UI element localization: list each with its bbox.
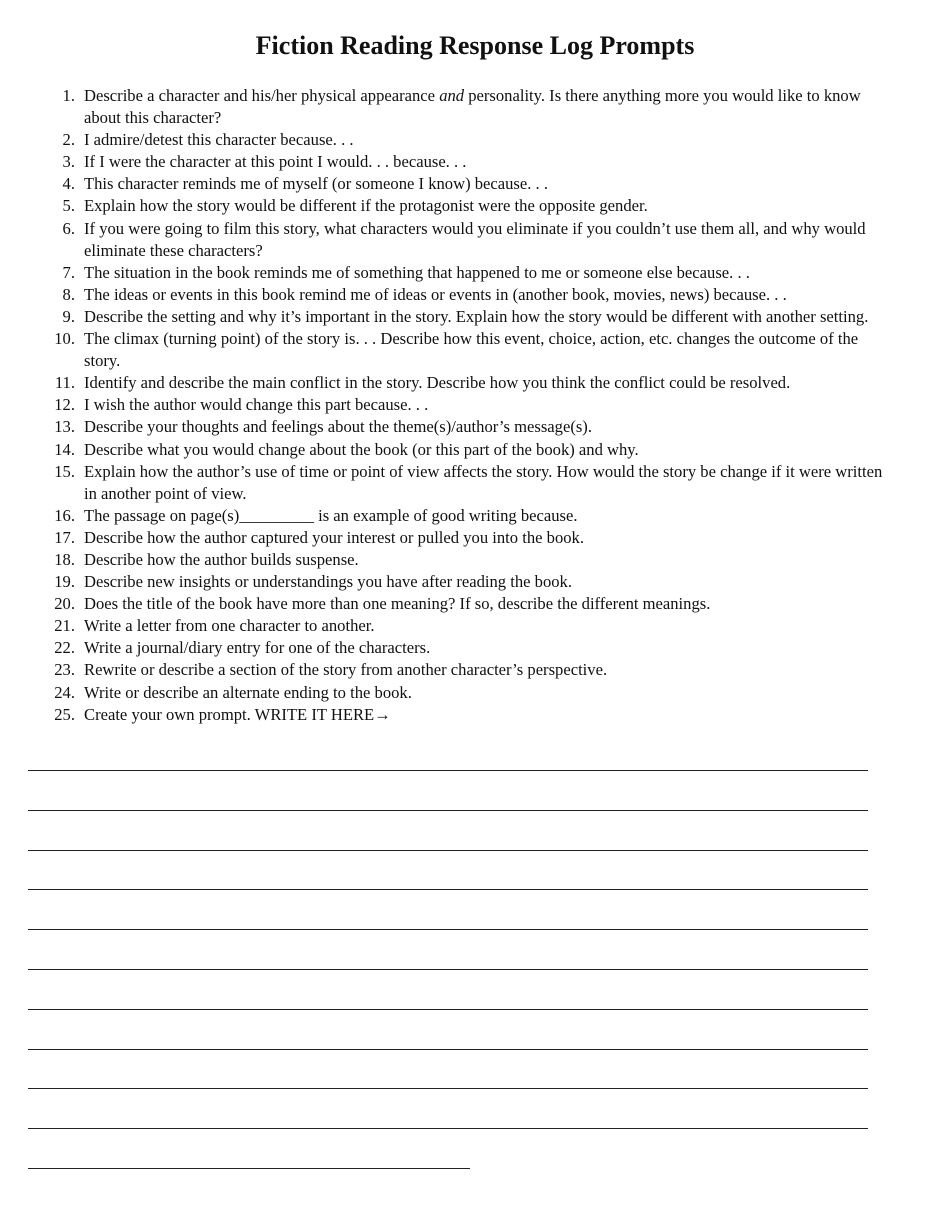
prompt-item bbox=[0, 306, 950, 328]
answer-line[interactable] bbox=[28, 850, 868, 851]
prompt-line: Describe a character and his/her physical appearance and personality. Is there anything more you would like to know bbox=[84, 86, 861, 105]
answer-line[interactable] bbox=[28, 770, 868, 771]
prompt-number: 24. bbox=[54, 682, 75, 702]
prompt-line: Explain how the story would be different if the protagonist were the opposite gender. bbox=[84, 196, 648, 216]
answer-line[interactable] bbox=[28, 929, 868, 930]
prompt-number: 12. bbox=[54, 395, 75, 415]
prompt-text bbox=[84, 306, 950, 328]
prompt-text bbox=[84, 129, 950, 151]
prompt-line: Describe what you would change about the book (or this part of the book) and why. bbox=[84, 439, 639, 459]
prompt-item bbox=[0, 527, 950, 549]
prompt-line: Write or describe an alternate ending to the book. bbox=[84, 682, 412, 702]
prompt-item bbox=[0, 284, 950, 306]
prompt-item bbox=[0, 218, 950, 262]
prompt-line: about this character? bbox=[84, 108, 222, 128]
prompt-text bbox=[84, 416, 950, 438]
prompt-line: story. bbox=[84, 351, 121, 371]
prompt-item bbox=[0, 704, 950, 726]
prompt-line: The situation in the book reminds me of something that happened to me or someone else because. . . bbox=[84, 262, 750, 282]
prompt-number: 15. bbox=[54, 461, 75, 481]
prompt-line: I wish the author would change this part because. . . bbox=[84, 395, 429, 415]
prompt-number: 23. bbox=[54, 660, 75, 680]
prompt-number: 17. bbox=[54, 527, 75, 547]
prompt-item bbox=[0, 615, 950, 637]
prompt-line: Does the title of the book have more than one meaning? If so, describe the different meanings. bbox=[84, 594, 711, 614]
prompt-line: This character reminds me of myself (or someone I know) because. . . bbox=[84, 174, 549, 194]
prompt-text bbox=[84, 593, 950, 615]
prompt-item bbox=[0, 659, 950, 681]
prompt-number: 2. bbox=[62, 130, 75, 150]
answer-line[interactable] bbox=[28, 1049, 868, 1050]
prompt-number: 11. bbox=[54, 373, 75, 393]
answer-line[interactable] bbox=[28, 1128, 868, 1129]
prompt-line: The ideas or events in this book remind me of ideas or events in (another book, movies, news) because. . . bbox=[84, 284, 787, 304]
answer-line[interactable] bbox=[28, 889, 868, 890]
prompt-text bbox=[84, 659, 950, 681]
prompt-number: 10. bbox=[54, 329, 75, 349]
prompt-item bbox=[0, 439, 950, 461]
prompt-text bbox=[84, 173, 950, 195]
prompt-text bbox=[84, 394, 950, 416]
prompt-item bbox=[0, 129, 950, 151]
answer-line[interactable] bbox=[28, 1009, 868, 1010]
prompt-line: Explain how the author’s use of time or point of view affects the story. How would the story be change if it were written bbox=[84, 461, 883, 481]
prompt-item bbox=[0, 505, 950, 527]
answer-line[interactable] bbox=[28, 1088, 868, 1089]
prompt-item bbox=[0, 372, 950, 394]
prompt-line: If you were going to film this story, what characters would you eliminate if you couldn’t use them all, and why would bbox=[84, 218, 866, 238]
prompt-line: eliminate these characters? bbox=[84, 240, 263, 260]
prompt-number: 1. bbox=[62, 86, 75, 105]
prompt-number: 7. bbox=[62, 262, 75, 282]
prompt-item bbox=[0, 637, 950, 659]
prompt-number: 3. bbox=[62, 152, 75, 172]
prompt-number: 5. bbox=[62, 196, 75, 216]
prompt-line: Write a letter from one character to another. bbox=[84, 616, 375, 636]
prompt-text bbox=[84, 505, 950, 527]
prompt-text bbox=[84, 682, 950, 704]
prompt-item bbox=[0, 549, 950, 571]
prompt-text bbox=[84, 549, 950, 571]
prompt-text bbox=[84, 461, 950, 505]
prompt-text bbox=[84, 195, 950, 217]
prompt-text bbox=[84, 527, 950, 549]
prompt-line: Identify and describe the main conflict in the story. Describe how you think the conflict could be resolved. bbox=[84, 373, 791, 393]
prompt-text bbox=[84, 151, 950, 173]
prompt-line: in another point of view. bbox=[84, 483, 247, 503]
prompt-number: 22. bbox=[54, 638, 75, 658]
prompt-list bbox=[0, 85, 950, 726]
prompt-line: I admire/detest this character because. . . bbox=[84, 130, 354, 150]
answer-line[interactable] bbox=[28, 810, 868, 811]
prompt-item bbox=[0, 195, 950, 217]
prompt-number: 4. bbox=[62, 174, 75, 194]
prompt-number: 21. bbox=[54, 616, 75, 636]
prompt-line: Write a journal/diary entry for one of the characters. bbox=[84, 638, 431, 658]
prompt-number: 20. bbox=[54, 594, 75, 614]
prompt-text bbox=[84, 262, 950, 284]
prompt-item bbox=[0, 593, 950, 615]
prompt-number: 19. bbox=[54, 572, 75, 592]
prompt-line: Describe how the author captured your interest or pulled you into the book. bbox=[84, 527, 584, 547]
prompt-item bbox=[0, 328, 950, 372]
answer-line-short[interactable] bbox=[28, 1168, 470, 1169]
prompt-item bbox=[0, 416, 950, 438]
prompt-text bbox=[84, 85, 950, 129]
prompt-number: 16. bbox=[54, 505, 75, 525]
prompt-item bbox=[0, 151, 950, 173]
prompt-text bbox=[84, 615, 950, 637]
prompt-line: If I were the character at this point I would. . . because. . . bbox=[84, 152, 467, 172]
prompt-text bbox=[84, 439, 950, 461]
prompt-text bbox=[84, 218, 950, 262]
answer-line[interactable] bbox=[28, 969, 868, 970]
prompt-line: The passage on page(s)_________ is an example of good writing because. bbox=[84, 505, 578, 525]
prompt-item bbox=[0, 461, 950, 505]
prompt-line: Rewrite or describe a section of the story from another character’s perspective. bbox=[84, 660, 608, 680]
prompt-number: 6. bbox=[62, 218, 75, 238]
prompt-text bbox=[84, 284, 950, 306]
prompt-line: Describe how the author builds suspense. bbox=[84, 549, 359, 569]
prompt-line: Describe the setting and why it’s important in the story. Explain how the story would be different with another setting. bbox=[84, 306, 869, 326]
prompt-number: 13. bbox=[54, 417, 75, 437]
prompt-item bbox=[0, 571, 950, 593]
prompt-number: 8. bbox=[62, 284, 75, 304]
prompt-text bbox=[84, 571, 950, 593]
prompt-item bbox=[0, 262, 950, 284]
page-title: Fiction Reading Response Log Prompts bbox=[255, 31, 695, 60]
prompt-number: 9. bbox=[62, 306, 75, 326]
prompt-line: Create your own prompt. WRITE IT HERE→ bbox=[84, 704, 391, 724]
prompt-text bbox=[84, 372, 950, 394]
prompt-item bbox=[0, 682, 950, 704]
prompt-line: Describe your thoughts and feelings about the theme(s)/author’s message(s). bbox=[84, 417, 592, 437]
prompt-line: The climax (turning point) of the story is. . . Describe how this event, choice, action, etc. changes the outcome of the bbox=[84, 329, 859, 349]
prompt-item bbox=[0, 173, 950, 195]
prompt-text bbox=[84, 637, 950, 659]
prompt-number: 25. bbox=[54, 704, 75, 724]
prompt-line: Describe new insights or understandings you have after reading the book. bbox=[84, 572, 573, 592]
prompt-item bbox=[0, 85, 950, 129]
prompt-number: 18. bbox=[54, 549, 75, 569]
prompt-number: 14. bbox=[54, 439, 75, 459]
prompt-text bbox=[84, 704, 950, 726]
prompt-text bbox=[84, 328, 950, 372]
prompt-item bbox=[0, 394, 950, 416]
